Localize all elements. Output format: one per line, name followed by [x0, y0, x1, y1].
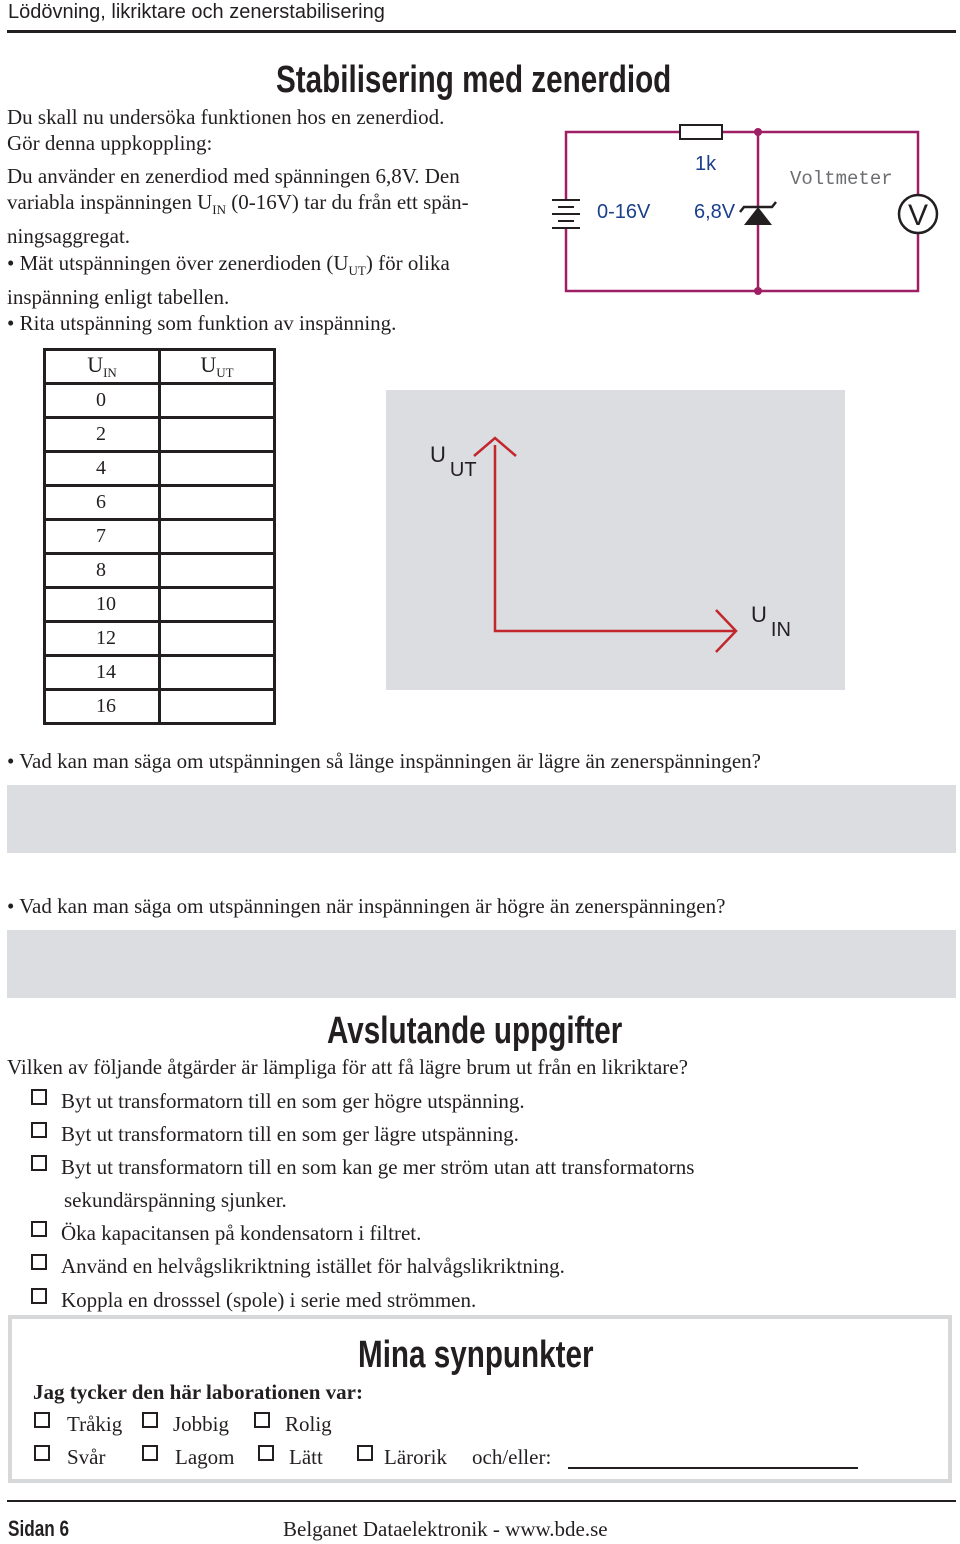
feedback-checkbox[interactable] [142, 1445, 158, 1461]
page-number: Sidan 6 [8, 1516, 70, 1541]
footer-rule [7, 1500, 956, 1502]
or-label: och/eller: [472, 1445, 552, 1469]
uin-value: 8 [45, 554, 160, 588]
circuit-wire-top-left [566, 132, 680, 200]
feedback-checkbox[interactable] [34, 1445, 50, 1461]
table-row [45, 520, 275, 554]
table-row [45, 384, 275, 418]
table-row [45, 486, 275, 520]
feedback-checkbox[interactable] [34, 1412, 50, 1428]
answer-field-2[interactable] [7, 930, 956, 998]
uin-value: 10 [45, 588, 160, 622]
feedback-label: Tråkig [67, 1412, 123, 1436]
y-axis-label: UUT [430, 442, 477, 481]
measurement-table [43, 348, 276, 725]
junction-dot-top [754, 128, 762, 136]
section-title-zener: Stabilisering med zenerdiod [276, 59, 672, 101]
feedback-checkbox[interactable] [258, 1445, 274, 1461]
uut-input-cell[interactable] [160, 486, 275, 520]
option-label: Byt ut transformatorn till en som ger lägre utspänning. [61, 1122, 519, 1146]
uut-input-cell[interactable] [160, 520, 275, 554]
zener-paragraph [7, 163, 469, 249]
uut-input-cell[interactable] [160, 622, 275, 656]
feedback-checkbox[interactable] [254, 1412, 270, 1428]
zener-voltage-label: 6,8V [694, 201, 736, 223]
option-checkbox[interactable] [31, 1122, 47, 1138]
ripple-question: Vilken av följande åtgärder är lämpliga för att få lägre brum ut från en likriktare? [7, 1055, 688, 1079]
uut-input-cell[interactable] [160, 384, 275, 418]
option-checkbox[interactable] [31, 1288, 47, 1304]
graph-axes [386, 390, 845, 690]
uut-input-cell[interactable] [160, 656, 275, 690]
table-row [45, 554, 275, 588]
option-checkbox[interactable] [31, 1254, 47, 1270]
option-label: Koppla en drosssel (spole) i serie med strömmen. [61, 1288, 477, 1312]
bullet-plot: • Rita utspänning som funktion av inspänning. [7, 311, 397, 335]
feedback-prompt: Jag tycker den här laborationen var: [33, 1380, 363, 1404]
feedback-checkbox[interactable] [357, 1445, 373, 1461]
table-row [45, 690, 275, 724]
voltmeter-letter: V [907, 199, 929, 232]
intro-line-1: Du skall nu undersöka funktionen hos en zenerdiod. [7, 105, 445, 129]
uin-value: 4 [45, 452, 160, 486]
section-title-feedback: Mina synpunkter [358, 1334, 594, 1376]
table-row [45, 418, 275, 452]
table-header-row [45, 350, 275, 384]
table-row [45, 622, 275, 656]
uin-value: 14 [45, 656, 160, 690]
feedback-label: Lärorik [384, 1445, 447, 1469]
uut-input-cell[interactable] [160, 588, 275, 622]
col-header-uut: $U_{UT}$ [160, 350, 275, 384]
feedback-label: Jobbig [173, 1412, 230, 1436]
uin-value: 12 [45, 622, 160, 656]
para-line-1: Du använder en zenerdiod med spänningen 6,8V. Den [7, 164, 460, 188]
uin-value: 7 [45, 520, 160, 554]
publisher: Belganet Dataelektronik - www.bde.se [283, 1517, 608, 1541]
x-axis-label: UIN [751, 602, 791, 641]
document-header: Lödövning, likriktare och zenerstabilisering [8, 1, 385, 23]
option-checkbox[interactable] [31, 1089, 47, 1105]
voltmeter-label: Voltmeter [790, 168, 893, 190]
para-line-2: variabla inspänningen $U_{IN}$ (0-16V) tar du från ett spän- [7, 190, 469, 217]
table-row [45, 588, 275, 622]
feedback-checkbox[interactable] [142, 1412, 158, 1428]
option-checkbox[interactable] [31, 1221, 47, 1237]
para-line-3: ningsaggregat. [7, 224, 131, 248]
option-label: Använd en helvågslikriktning istället för halvågslikriktning. [61, 1254, 565, 1278]
resistor-label: 1k [695, 153, 717, 175]
zener-circuit-diagram [540, 115, 950, 305]
uin-value: 16 [45, 690, 160, 724]
voltage-source-symbol [552, 200, 580, 228]
uut-input-cell[interactable] [160, 452, 275, 486]
option-label: Öka kapacitansen på kondensatorn i filtret. [61, 1221, 422, 1245]
question-above-zener: • Vad kan man säga om utspänningen när inspänningen är högre än zenerspänningen? [7, 894, 726, 918]
section-title-final-tasks: Avslutande uppgifter [327, 1010, 623, 1052]
source-label: 0-16V [597, 201, 651, 223]
question-below-zener: • Vad kan man säga om utspänningen så länge inspänningen är lägre än zenerspänningen? [7, 749, 761, 773]
intro-line-2: Gör denna uppkoppling: [7, 131, 213, 155]
uin-value: 0 [45, 384, 160, 418]
feedback-label: Svår [67, 1445, 106, 1469]
resistor-symbol [680, 125, 722, 139]
intro-text [7, 104, 444, 156]
col-header-uin: $U_{IN}$ [45, 350, 160, 384]
feedback-label: Rolig [285, 1412, 332, 1436]
table-row [45, 452, 275, 486]
bullet-measure: • Mät utspänningen över zenerdioden $(U_{UT})$ för olika inspänning enligt tabellen. [7, 251, 450, 309]
uut-input-cell[interactable] [160, 418, 275, 452]
uin-value: 2 [45, 418, 160, 452]
option-label: Byt ut transformatorn till en som kan ge mer ström utan att transformatorns [61, 1155, 695, 1179]
answer-field-1[interactable] [7, 785, 956, 853]
option-label-continued: sekundärspänning sjunker. [64, 1188, 287, 1212]
feedback-label: Lagom [175, 1445, 235, 1469]
option-checkbox[interactable] [31, 1155, 47, 1171]
table-row [45, 656, 275, 690]
circuit-wire-bottom [566, 228, 918, 291]
comment-line[interactable] [568, 1467, 858, 1469]
uin-value: 6 [45, 486, 160, 520]
uut-input-cell[interactable] [160, 690, 275, 724]
junction-dot-bottom [754, 287, 762, 295]
header-rule [7, 30, 956, 33]
option-label: Byt ut transformatorn till en som ger högre utspänning. [61, 1089, 525, 1113]
y-axis-line [495, 445, 736, 631]
uut-input-cell[interactable] [160, 554, 275, 588]
feedback-label: Lätt [289, 1445, 323, 1469]
